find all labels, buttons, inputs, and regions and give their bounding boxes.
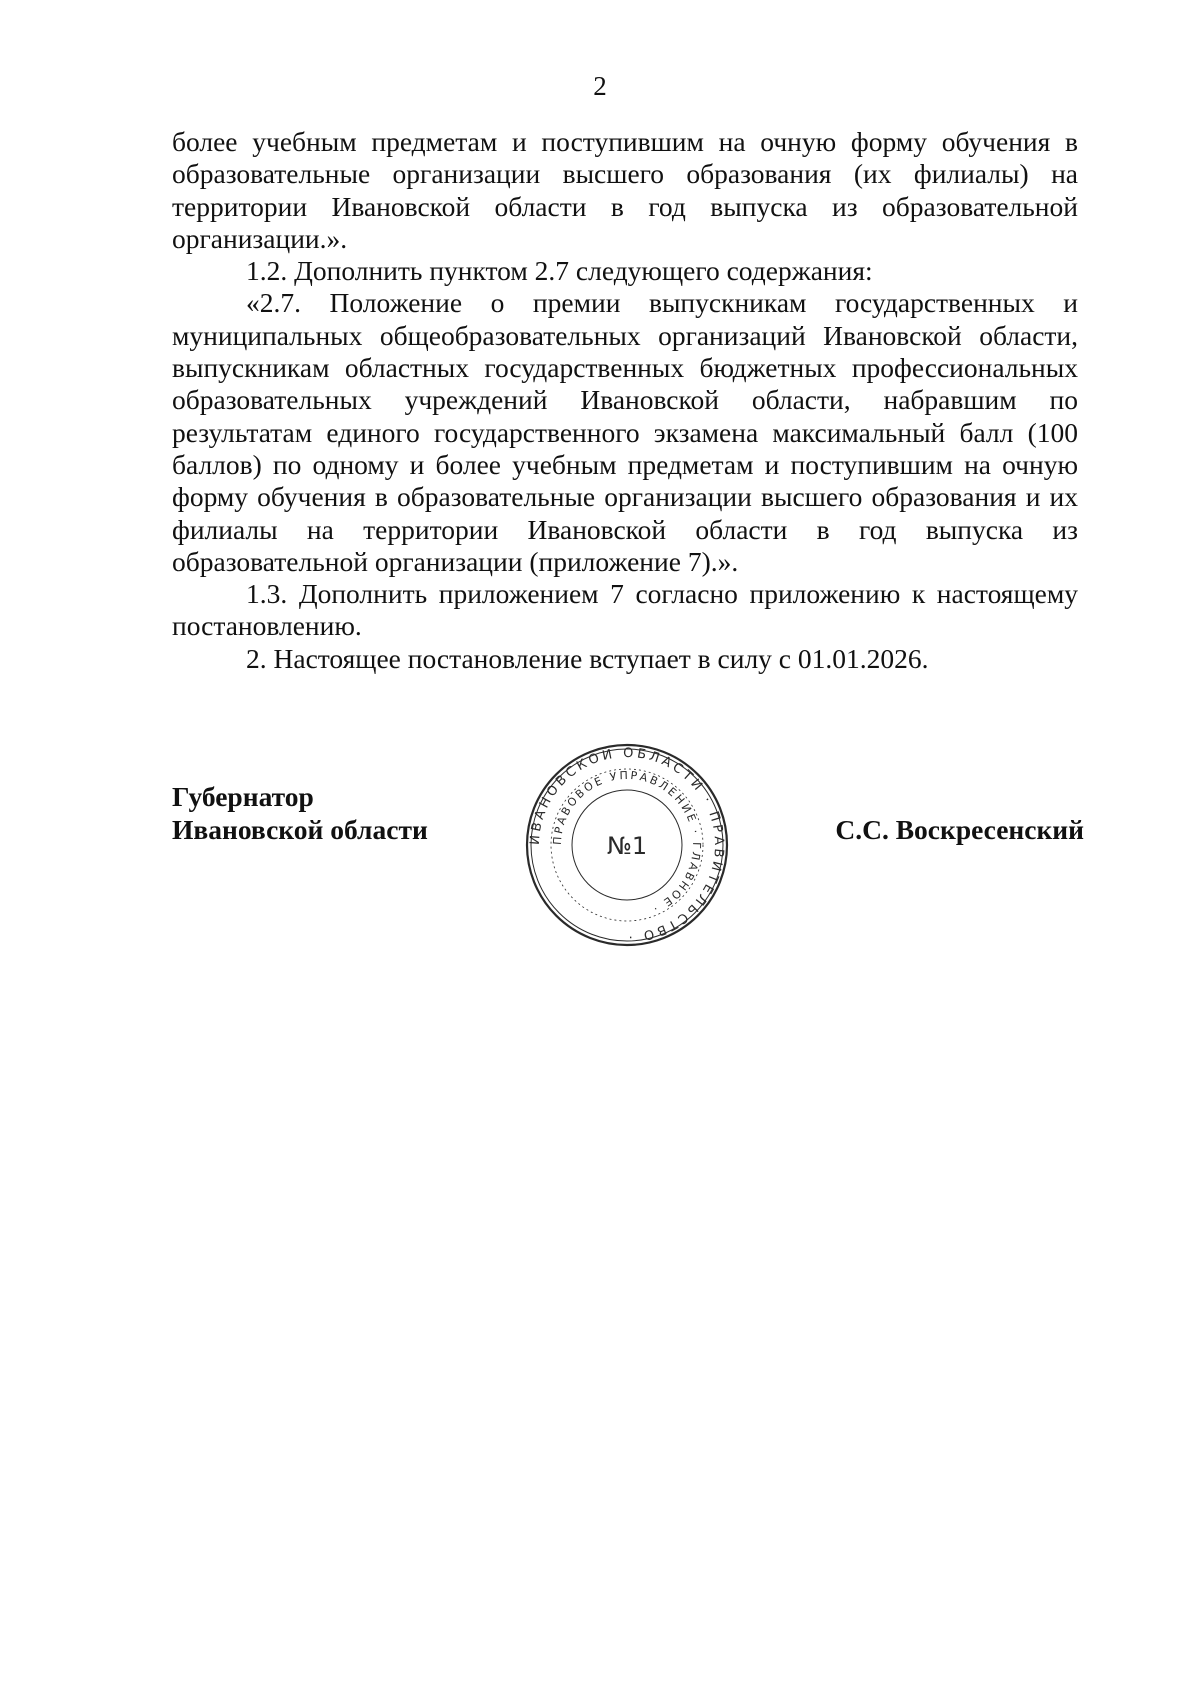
- seal-graphic: [522, 740, 732, 950]
- signatory-title: [172, 780, 428, 846]
- paragraph-continuation: [172, 126, 1078, 255]
- text-line: поступившим на очную форму обучения в образовательные организации: [172, 448, 1079, 513]
- text-line: области, выпускникам областных государственных бюджетных: [172, 319, 1079, 384]
- text-line: максимальный балл (100 баллов) по одному и более учебным предметам и: [172, 416, 1078, 480]
- seal-center-text: №1: [606, 832, 648, 860]
- page-number: 2: [593, 71, 607, 101]
- text-line: 1.2. Дополнить пунктом 2.7 следующего содержания:: [246, 255, 873, 287]
- text-line: профессиональных образовательных учреждений Ивановской области,: [172, 352, 1078, 416]
- text-line: высшего образования и их филиалы на территории Ивановской области в: [172, 481, 1078, 545]
- seal-outer-text: ИВАНОВСКОЙ ОБЛАСТИ · ПРАВИТЕЛЬСТВО ·: [527, 745, 727, 945]
- text-line: образовательные организации высшего образования (их филиалы) на: [172, 158, 1078, 190]
- text-line: и муниципальных общеобразовательных организаций Ивановской: [172, 287, 1078, 351]
- paragraph-item-2: [172, 643, 1078, 675]
- text-line: 1.3. Дополнить приложением 7 согласно приложению к настоящему: [246, 578, 1078, 610]
- signatory-title-line: Ивановской области: [172, 814, 428, 845]
- paragraph-item-2-7: [172, 287, 1078, 578]
- paragraph-item-1-3: [172, 578, 1078, 643]
- signatory-name: С.С. Воскресенский: [835, 814, 1084, 845]
- text-line: год выпуска из образовательной организации (приложение 7).».: [172, 513, 1078, 577]
- text-line: постановлению.: [172, 610, 362, 642]
- paragraph-item-1-2: [172, 255, 1078, 287]
- official-seal: [522, 740, 732, 950]
- text-line: более учебным предметам и поступившим на очную форму обучения в: [172, 126, 1078, 157]
- signatory-title-line: Губернатор: [172, 781, 314, 812]
- text-line: территории Ивановской области в год выпуска из образовательной: [172, 190, 1078, 222]
- text-line: «2.7. Положение о премии выпускникам государственных: [246, 287, 1035, 319]
- document-body: [172, 126, 1078, 675]
- seal-inner-text: ПРАВОВОЕ УПРАВЛЕНИЕ · ГЛАВНОЕ ·: [550, 768, 704, 916]
- text-line: организации.».: [172, 222, 348, 254]
- text-line: набравшим по результатам единого государственного экзамена: [172, 384, 1078, 448]
- text-line: 2. Настоящее постановление вступает в силу с 01.01.2026.: [246, 642, 929, 674]
